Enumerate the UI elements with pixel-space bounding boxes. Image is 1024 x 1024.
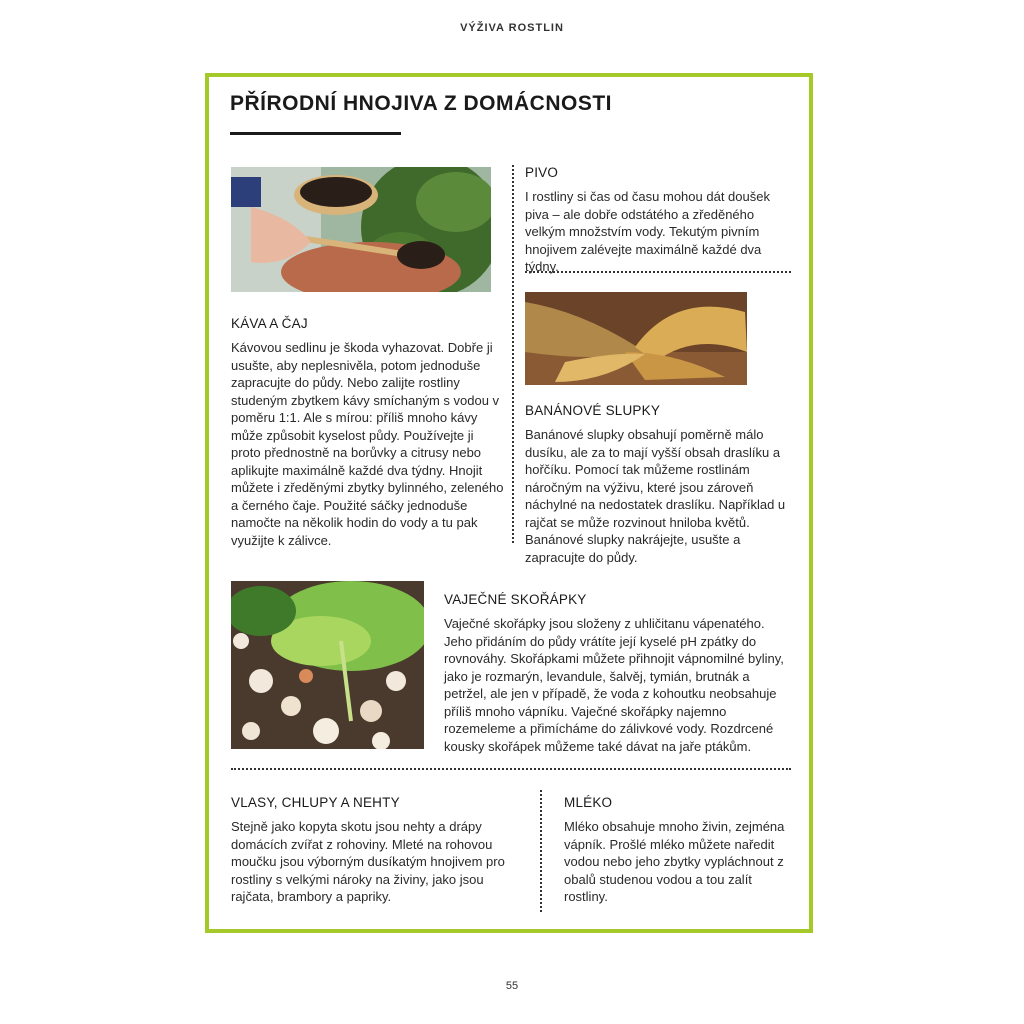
section-heading-skorapky: VAJEČNÉ SKOŘÁPKY	[444, 592, 587, 607]
section-heading-banany: BANÁNOVÉ SLUPKY	[525, 403, 661, 418]
divider-pivo-banany	[525, 271, 791, 273]
title-underline	[230, 132, 401, 135]
section-heading-pivo: PIVO	[525, 165, 559, 180]
running-head: VÝŽIVA ROSTLIN	[460, 22, 564, 34]
section-body-kava: Kávovou sedlinu je škoda vyhazovat. Dobře ji usušte, aby neplesnivěla, potom jednoduše zapracujte do půdy. Nebo zalijte rostliny studeným zbytkem kávy smíchaným s vodou v poměru 1:1. Ale s mírou: příliš mnoho kávy může způsobit kyselost půdy. Používejte ji proto přednostně na borůvky a citrusy nebo aplikujte maximálně každé dva týdny. Hnojit můžete i zředěnými zbytky bylinného, zeleného a černého čaje. Použité sáčky jednoduše namočte na několik hodin do vody a tu pak využijte k zálivce.	[231, 340, 504, 548]
coffee-grounds-photo	[231, 167, 491, 292]
banana-peel-photo	[525, 292, 747, 385]
page-number: 55	[505, 980, 519, 992]
section-body-vlasy: Stejně jako kopyta skotu jsou nehty a drápy domácích zvířat z rohoviny. Mleté na rohovou moučku jsou výborným dusíkatým hnojivem pro rostliny s velkými nároky na živiny, jako jsou rajčata, brambory a papriky.	[231, 819, 505, 904]
divider-skorapky-bottom	[231, 768, 791, 770]
section-body-pivo: I rostliny si čas od času mohou dát doušek piva – ale dobře odstátého a zředěného velkým množstvím vody. Tekutým pivním hnojivem zalévejte maximálně každé dva týdny.	[525, 189, 770, 274]
egg-shells-photo	[231, 581, 424, 749]
section-heading-vlasy: VLASY, CHLUPY A NEHTY	[231, 795, 400, 810]
section-heading-kava: KÁVA A ČAJ	[231, 316, 308, 331]
section-body-mleko: Mléko obsahuje mnoho živin, zejména vápník. Prošlé mléko můžete naředit vodou nebo jeho zbytky vypláchnout z obalů studenou vodou a tou zalít rostliny.	[564, 819, 785, 904]
section-body-skorapky: Vaječné skořápky jsou složeny z uhličitanu vápenatého. Jeho přidáním do půdy vrátíte její kyselé pH zpátky do rovnováhy. Skořápkami můžete přihnojit vápnomilné byliny, jako je rozmarýn, levandule, šalvěj, tymián, brutnák a petržel, ale jen v případě, že voda z kohoutku neobsahuje příliš mnoho vápníku. Vaječné skořápky najemno rozemeleme a přimícháme do zálivkové vody. Rozdrcené kousky skořápek můžeme také dávat na jaře ptákům.	[444, 616, 784, 754]
column-divider-top	[512, 165, 514, 543]
column-divider-bottom	[540, 790, 542, 912]
section-body-banany: Banánové slupky obsahují poměrně málo dusíku, ale za to mají vyšší obsah draslíku a hořčíku. Pomocí tak můžeme rostlinám náročným na výživu, které jsou zároveň náchylné na nedostatek draslíku. Například u rajčat se může rozvinout hniloba květů. Banánové slupky nakrájejte, usušte a zapracujte do půdy.	[525, 427, 786, 565]
page-title: PŘÍRODNÍ HNOJIVA Z DOMÁCNOSTI	[230, 92, 613, 115]
section-heading-mleko: MLÉKO	[564, 795, 613, 810]
